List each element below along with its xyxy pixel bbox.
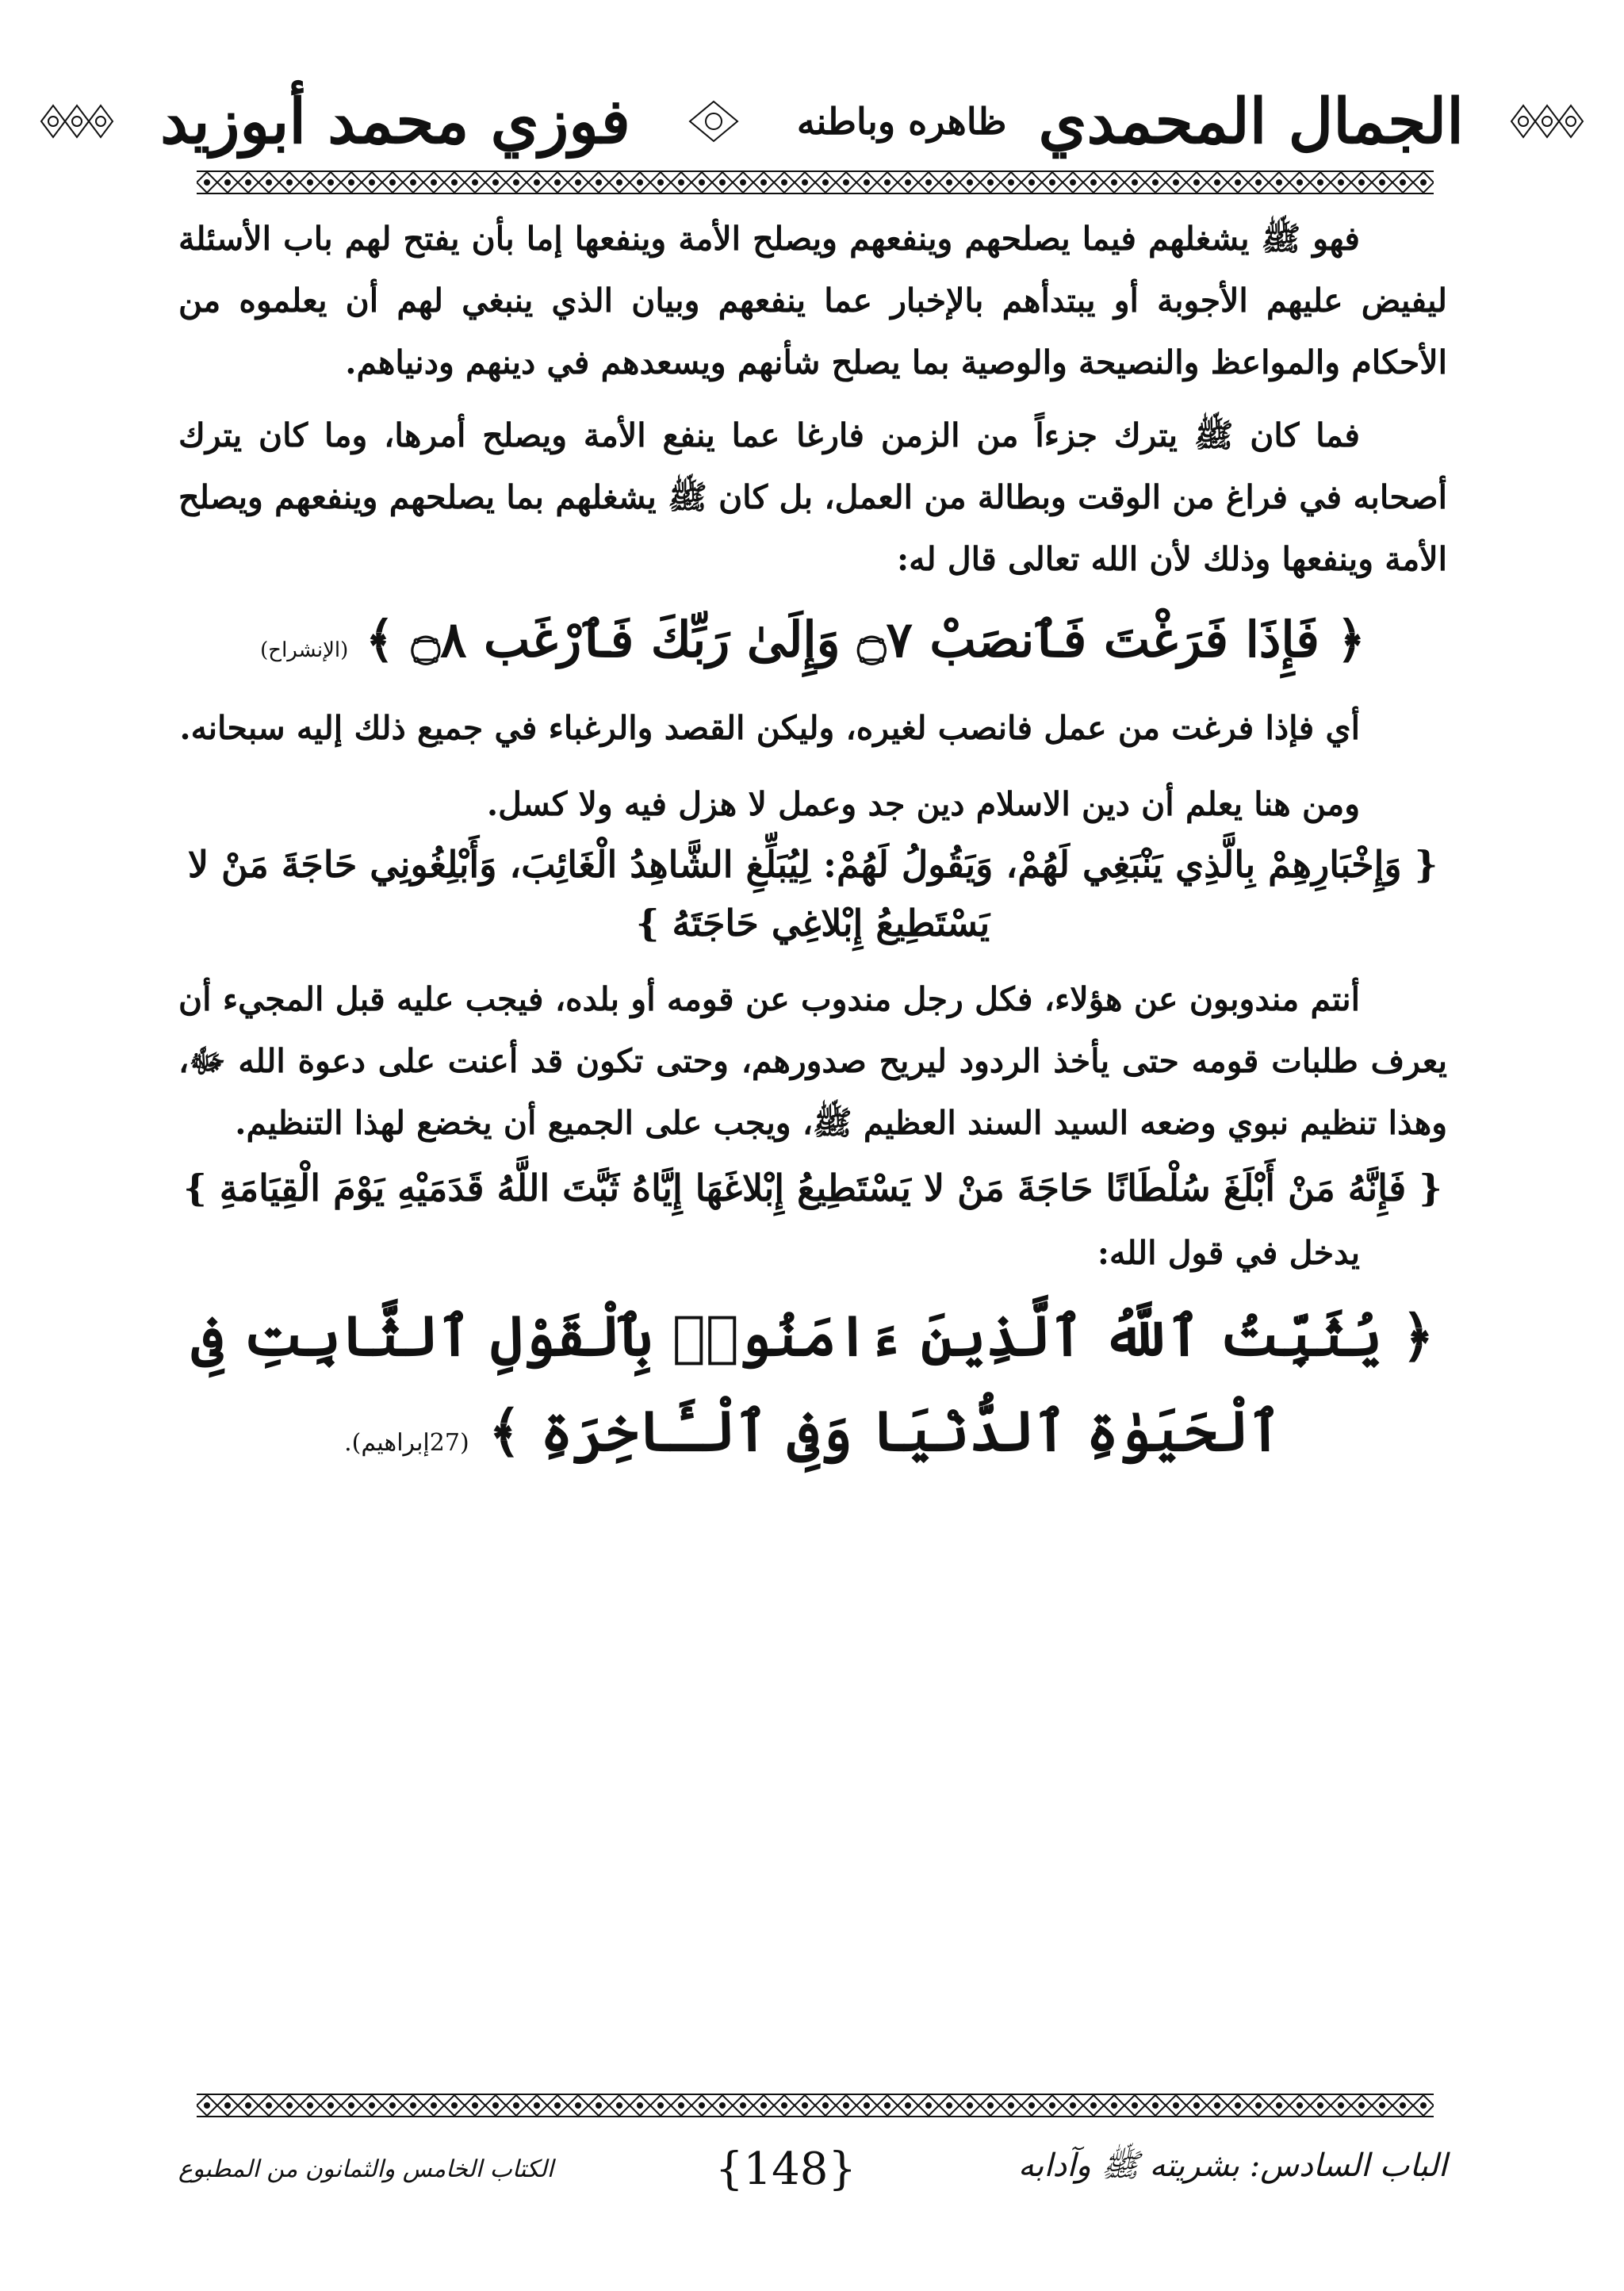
edition-note: الكتاب الخامس والثمانون من المطبوع xyxy=(178,2155,554,2183)
verse-reference: (الإنشراح) xyxy=(260,638,349,662)
page-body xyxy=(178,208,1447,1491)
page-number: {148} xyxy=(714,2143,857,2195)
quran-verse-text: ﴿ فَإِذَا فَرَغْتَ فَٱنصَبْ ۝٧ وَإِلَىٰ رَبِّكَ فَٱرْغَب ۝٨ ﴾ xyxy=(365,611,1365,669)
book-title: الجمال المحمدي xyxy=(1038,85,1464,158)
author-name: فوزي محمد أبوزيد xyxy=(160,85,630,158)
book-subtitle: ظاهره وباطنه xyxy=(796,100,1007,143)
ornament-icon xyxy=(25,94,128,149)
paragraph: ومن هنا يعلم أن دين الاسلام دين جد وعمل لا هزل فيه ولا كسل. xyxy=(486,785,1360,823)
quran-verse xyxy=(178,1289,1447,1491)
footer-border xyxy=(197,2094,1434,2117)
paragraph: فما كان ﷺ يترك جزءاً من الزمن فارغا عما ينفع الأمة ويصلح أمرها، وما كان يترك أصحابه في فراغ من الوقت وبطالة من العمل، بل كان ﷺ يشغلهم بما يصلحهم وينفعهم ويصلح الأمة وينفعها وذلك لأن الله تعالى قال له: xyxy=(178,416,1447,578)
paragraph: أي فإذا فرغت من عمل فانصب لغيره، وليكن القصد والرغباء في جميع ذلك إليه سبحانه. xyxy=(179,709,1360,747)
hadith-text: { وَإِخْبَارِهِمْ بِالَّذِي يَنْبَغِي لَهُمْ، وَيَقُولُ لَهُمْ: لِيُبَلِّغِ الشَّاهِدُ الْغَائِبَ، وَأَبْلِغُونِي حَاجَةَ مَنْ لا يَسْتَطِيعُ إِبْلاغِي حَاجَتَهُ } xyxy=(187,843,1438,944)
paragraph: يدخل في قول الله: xyxy=(1097,1234,1360,1272)
page-footer xyxy=(178,2133,1447,2205)
paragraph: فهو ﷺ يشغلهم فيما يصلحهم وينفعهم ويصلح الأمة وينفعها إما بأن يفتح لهم باب الأسئلة ليفيض عليهم الأجوبة أو يبتدأهم بالإخبار عما ينفعهم وبيان الذي ينبغي لهم أن يعلموه من الأحكام والمواعظ والنصيحة والوصية بما يصلح شأنهم ويسعدهم في دينهم ودنياهم. xyxy=(178,220,1447,381)
header-border xyxy=(197,170,1434,194)
verse-reference: (27إبراهيم). xyxy=(344,1429,469,1457)
ornament-icon xyxy=(1496,94,1599,149)
paragraph: أنتم مندوبون عن هؤلاء، فكل رجل مندوب عن قومه أو بلده، فيجب عليه قبل المجيء أن يعرف طلبات قومه حتى يأخذ الردود ليريح صدورهم، وحتى تكون قد أعنت على دعوة الله ﷻ، وهذا تنظيم نبوي وضعه السيد السند العظيم ﷺ، ويجب على الجميع أن يخضع لهذا التنظيم. xyxy=(178,980,1447,1142)
page-header xyxy=(0,62,1624,181)
quran-verse xyxy=(178,596,1447,694)
quran-verse-text: ﴿ يُثَبِّتُ ٱللَّهُ ٱلَّذِينَ ءَامَنُوا۟ بِٱلْقَوْلِ ٱلثَّابِتِ فِى ٱلْحَيَوٰةِ ٱلدُّنْيَا وَفِى ٱلْـَٔاخِرَةِ ﴾ xyxy=(191,1303,1434,1464)
ornament-icon xyxy=(662,94,765,149)
chapter-title: الباب السادس: بشريته ﷺ وآدابه xyxy=(1017,2147,1447,2184)
hadith-text: { فَإِنَّهُ مَنْ أَبْلَغَ سُلْطَانًا حَاجَةَ مَنْ لا يَسْتَطِيعُ إِبْلاغَهَا إِيَّاهُ ثَبَّتَ اللَّهُ قَدَمَيْهِ يَوْمَ الْقِيَامَةِ } xyxy=(183,1167,1442,1209)
